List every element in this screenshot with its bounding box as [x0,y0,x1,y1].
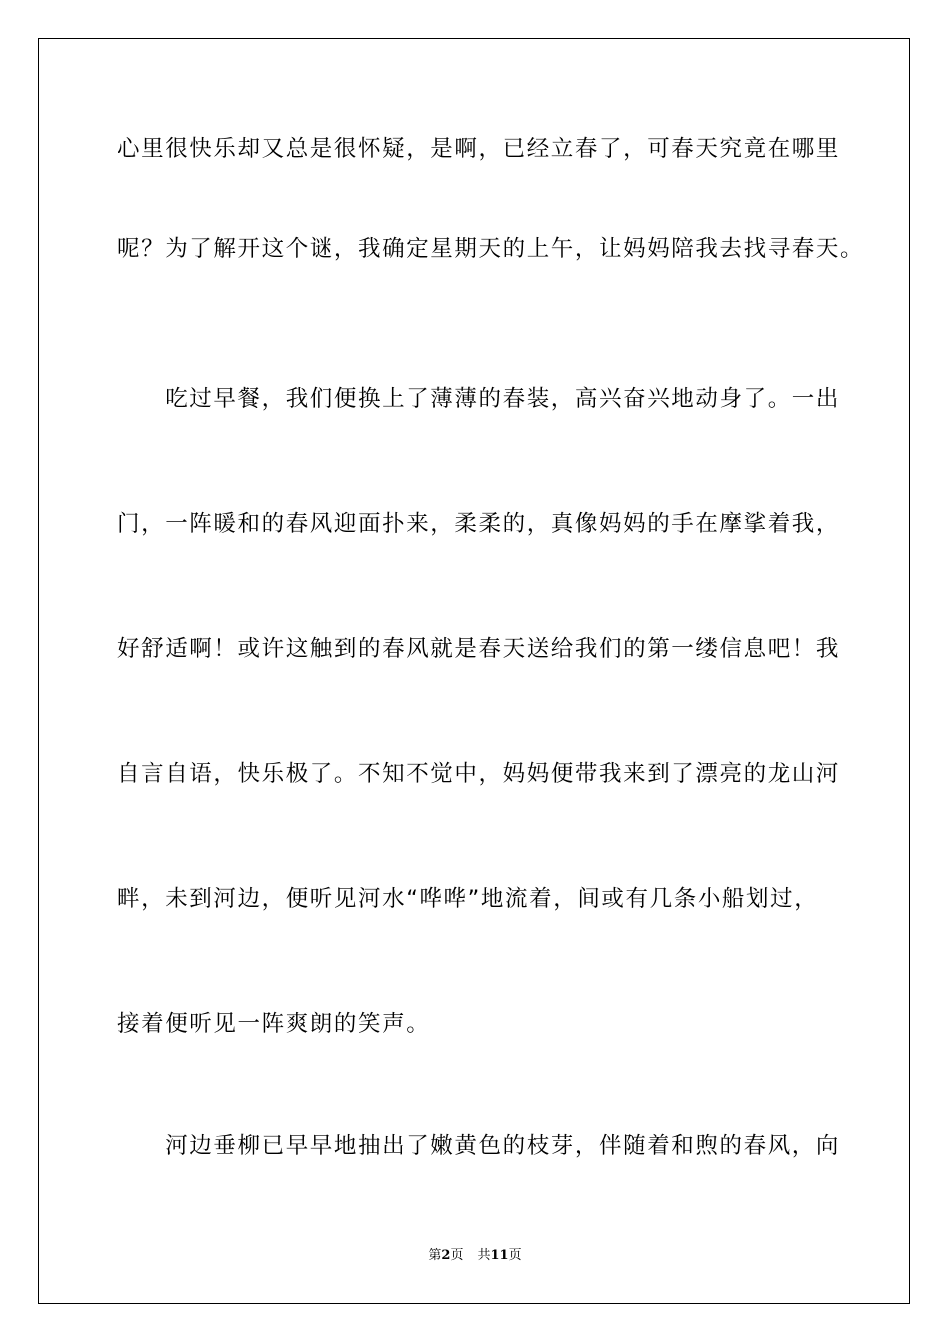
page-indicator: 第2页 [428,1248,464,1263]
text-line: 接着便听见一阵爽朗的笑声。 [117,1011,431,1037]
text-line: 呢？为了解开这个谜，我确定星期天的上午，让妈妈陪我去找寻春天。 [117,236,865,262]
text-line: 好舒适啊！或许这触到的春风就是春天送给我们的第一缕信息吧！我 [117,636,841,662]
page-border [38,38,910,1304]
text-line: 河边垂柳已早早地抽出了嫩黄色的枝芽，伴随着和煦的春风，向 [117,1133,841,1159]
page-number: 2 [441,1248,451,1263]
page-footer [0,1247,950,1265]
text-line: 心里很快乐却又总是很怀疑，是啊，已经立春了，可春天究竟在哪里 [117,136,841,162]
total-pages: 共11页 [477,1248,522,1263]
text-line: 吃过早餐，我们便换上了薄薄的春装，高兴奋兴地动身了。一出 [117,386,841,412]
text-line: 畔，未到河边，便听见河水“哗哗”地流着，间或有几条小船划过， [117,886,819,912]
text-line: 门，一阵暖和的春风迎面扑来，柔柔的，真像妈妈的手在摩挲着我， [117,511,841,537]
text-line: 自言自语，快乐极了。不知不觉中，妈妈便带我来到了漂亮的龙山河 [117,761,841,787]
total-pages-number: 11 [490,1248,509,1263]
